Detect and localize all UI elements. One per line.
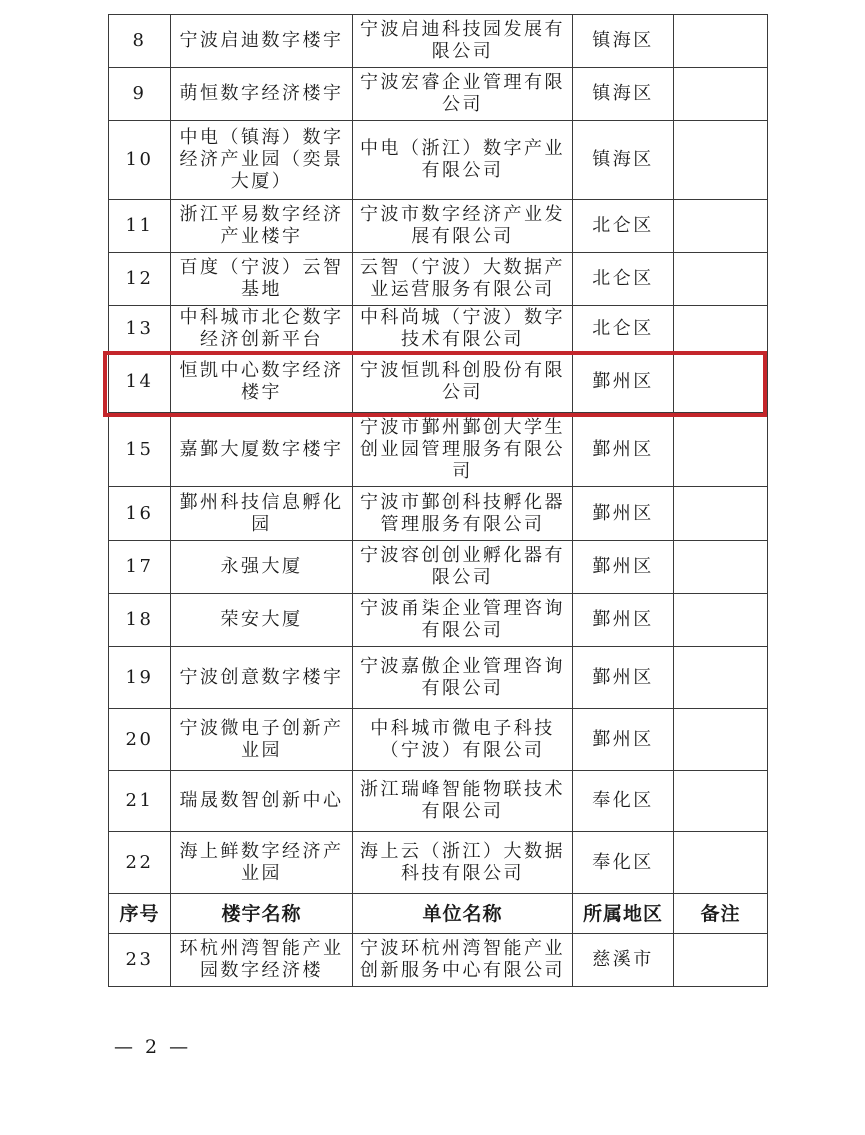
seq-cell: 13 [109, 306, 171, 352]
seq-cell: 10 [109, 121, 171, 200]
header-unit-name: 单位名称 [353, 894, 573, 934]
unit-name-cell: 中科城市微电子科技（宁波）有限公司 [353, 709, 573, 771]
seq-cell: 11 [109, 200, 171, 253]
table-row [109, 253, 768, 306]
building-name-cell: 宁波启迪数字楼宇 [171, 15, 353, 68]
highlight-box [103, 351, 767, 417]
unit-name-cell: 宁波环杭州湾智能产业创新服务中心有限公司 [353, 934, 573, 987]
seq-cell: 16 [109, 487, 171, 541]
building-list-table [108, 14, 768, 987]
table-row [109, 200, 768, 253]
unit-name-cell: 宁波容创创业孵化器有限公司 [353, 541, 573, 594]
header-district: 所属地区 [573, 894, 674, 934]
remark-cell [674, 200, 768, 253]
remark-cell [674, 647, 768, 709]
seq-cell: 22 [109, 832, 171, 894]
district-cell: 鄞州区 [573, 413, 674, 487]
district-cell: 镇海区 [573, 68, 674, 121]
unit-name-cell: 宁波启迪科技园发展有限公司 [353, 15, 573, 68]
table-row [109, 68, 768, 121]
remark-cell [674, 413, 768, 487]
district-cell: 鄞州区 [573, 541, 674, 594]
unit-name-cell: 宁波恒凯科创股份有限公司 [353, 352, 573, 413]
building-name-cell: 恒凯中心数字经济楼宇 [171, 352, 353, 413]
building-name-cell: 海上鲜数字经济产业园 [171, 832, 353, 894]
unit-name-cell: 中电（浙江）数字产业有限公司 [353, 121, 573, 200]
remark-cell [674, 771, 768, 832]
seq-cell: 21 [109, 771, 171, 832]
remark-cell [674, 306, 768, 352]
unit-name-cell: 云智（宁波）大数据产业运营服务有限公司 [353, 253, 573, 306]
district-cell: 鄞州区 [573, 647, 674, 709]
table-row [109, 594, 768, 647]
table-row [109, 771, 768, 832]
district-cell: 慈溪市 [573, 934, 674, 987]
table-row [109, 709, 768, 771]
unit-name-cell: 宁波市鄞创科技孵化器管理服务有限公司 [353, 487, 573, 541]
building-name-cell: 浙江平易数字经济产业楼宇 [171, 200, 353, 253]
district-cell: 鄞州区 [573, 487, 674, 541]
district-cell: 北仑区 [573, 200, 674, 253]
unit-name-cell: 中科尚城（宁波）数字技术有限公司 [353, 306, 573, 352]
remark-cell [674, 15, 768, 68]
district-cell: 鄞州区 [573, 594, 674, 647]
unit-name-cell: 宁波嘉傲企业管理咨询有限公司 [353, 647, 573, 709]
seq-cell: 20 [109, 709, 171, 771]
building-name-cell: 宁波微电子创新产业园 [171, 709, 353, 771]
district-cell: 北仑区 [573, 306, 674, 352]
building-name-cell: 鄞州科技信息孵化园 [171, 487, 353, 541]
table-row [109, 934, 768, 987]
seq-cell: 8 [109, 15, 171, 68]
remark-cell [674, 121, 768, 200]
building-name-cell: 瑞晟数智创新中心 [171, 771, 353, 832]
remark-cell [674, 487, 768, 541]
district-cell: 北仑区 [573, 253, 674, 306]
header-building-name: 楼宇名称 [171, 894, 353, 934]
remark-cell [674, 541, 768, 594]
remark-cell [674, 709, 768, 771]
unit-name-cell: 浙江瑞峰智能物联技术有限公司 [353, 771, 573, 832]
table-row [109, 306, 768, 352]
building-name-cell: 环杭州湾智能产业园数字经济楼 [171, 934, 353, 987]
header-remark: 备注 [674, 894, 768, 934]
page-number: — 2 — [114, 1036, 192, 1058]
unit-name-cell: 海上云（浙江）大数据科技有限公司 [353, 832, 573, 894]
table-row [109, 15, 768, 68]
district-cell: 鄞州区 [573, 709, 674, 771]
building-name-cell: 宁波创意数字楼宇 [171, 647, 353, 709]
unit-name-cell: 宁波市数字经济产业发展有限公司 [353, 200, 573, 253]
table-row [109, 832, 768, 894]
building-name-cell: 中电（镇海）数字经济产业园（奕景大厦） [171, 121, 353, 200]
seq-cell: 9 [109, 68, 171, 121]
seq-cell: 17 [109, 541, 171, 594]
seq-cell: 23 [109, 934, 171, 987]
table-row [109, 541, 768, 594]
remark-cell [674, 253, 768, 306]
building-name-cell: 嘉鄞大厦数字楼宇 [171, 413, 353, 487]
district-cell: 镇海区 [573, 121, 674, 200]
building-name-cell: 百度（宁波）云智基地 [171, 253, 353, 306]
unit-name-cell: 宁波宏睿企业管理有限公司 [353, 68, 573, 121]
district-cell: 镇海区 [573, 15, 674, 68]
unit-name-cell: 宁波甬柒企业管理咨询有限公司 [353, 594, 573, 647]
building-name-cell: 萌恒数字经济楼宇 [171, 68, 353, 121]
seq-cell: 18 [109, 594, 171, 647]
unit-name-cell: 宁波市鄞州鄞创大学生创业园管理服务有限公司 [353, 413, 573, 487]
seq-cell: 19 [109, 647, 171, 709]
table-row [109, 121, 768, 200]
table-row [109, 487, 768, 541]
district-cell: 鄞州区 [573, 352, 674, 413]
table-row [109, 413, 768, 487]
building-name-cell: 永强大厦 [171, 541, 353, 594]
seq-cell: 15 [109, 413, 171, 487]
building-name-cell: 荣安大厦 [171, 594, 353, 647]
remark-cell [674, 594, 768, 647]
district-cell: 奉化区 [573, 771, 674, 832]
table-header-row [109, 894, 768, 934]
seq-cell: 14 [109, 352, 171, 413]
table-row [109, 647, 768, 709]
header-seq: 序号 [109, 894, 171, 934]
remark-cell [674, 68, 768, 121]
seq-cell: 12 [109, 253, 171, 306]
building-name-cell: 中科城市北仑数字经济创新平台 [171, 306, 353, 352]
remark-cell [674, 832, 768, 894]
district-cell: 奉化区 [573, 832, 674, 894]
remark-cell [674, 934, 768, 987]
